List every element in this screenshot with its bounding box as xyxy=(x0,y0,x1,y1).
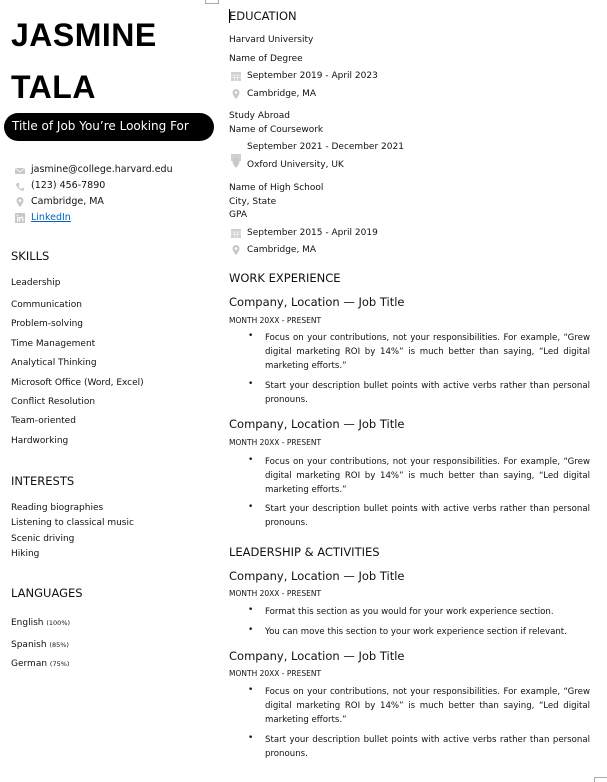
job-bullet: Start your description bullet points with active verbs rather than personal pronouns. xyxy=(265,504,590,528)
envelope-icon xyxy=(15,166,25,176)
interests-heading: INTERESTS xyxy=(11,474,75,488)
job-title: Company, Location — Job Title xyxy=(229,295,405,309)
skill-item: Communication xyxy=(11,300,82,310)
linkedin-icon xyxy=(15,213,25,223)
bullet: • xyxy=(248,685,254,695)
page-corner-mark xyxy=(594,777,607,782)
job-bullet: Start your description bullet points with active verbs rather than personal pronouns. xyxy=(265,381,590,405)
map-pin-icon xyxy=(231,89,241,99)
school-city: City, State xyxy=(229,197,277,207)
bullet: • xyxy=(248,733,254,743)
calendar-icon xyxy=(231,71,241,81)
job-bullet: Start your description bullet points with active verbs rather than personal pronouns. xyxy=(265,735,590,759)
language-item xyxy=(11,640,69,650)
language-name: Spanish xyxy=(11,640,47,650)
page-corner-mark xyxy=(205,0,219,4)
skill-item: Time Management xyxy=(11,339,96,349)
school-dates: September 2015 - April 2019 xyxy=(247,228,378,238)
school-name: Harvard University xyxy=(229,35,314,45)
job-bullet: Focus on your contributions, not your responsibilities. For example, “Grew digital marketing ROI by 14%” is much better than saying, “Led digital marketing efforts.” xyxy=(265,457,590,495)
interest-item: Reading biographies xyxy=(11,503,104,513)
job-dates: MONTH 20XX - PRESENT xyxy=(229,316,322,325)
skill-item: Analytical Thinking xyxy=(11,358,97,368)
bullet: • xyxy=(248,331,254,341)
contact-location: Cambridge, MA xyxy=(31,196,104,207)
job-title: Company, Location — Job Title xyxy=(229,417,405,431)
map-pin-icon xyxy=(15,197,25,207)
bullet: • xyxy=(248,625,254,635)
bullet: • xyxy=(248,605,254,615)
language-item xyxy=(11,618,70,628)
school-location: Cambridge, MA xyxy=(247,245,317,255)
map-pin-icon xyxy=(231,245,241,255)
bullet: • xyxy=(248,455,254,465)
job-bullet: Focus on your contributions, not your responsibilities. For example, “Grew digital marketing ROI by 14%” is much better than saying, “Led digital marketing efforts.” xyxy=(265,333,590,371)
degree: Name of Coursework xyxy=(229,125,324,135)
first-name: JASMINE xyxy=(11,17,157,53)
job-title: Company, Location — Job Title xyxy=(229,569,405,583)
contact-email[interactable]: jasmine@college.harvard.edu xyxy=(31,164,173,175)
job-title: Company, Location — Job Title xyxy=(229,649,405,663)
language-level: (85%) xyxy=(49,641,69,649)
gpa: GPA xyxy=(229,210,247,220)
language-name: English xyxy=(11,618,44,628)
skill-item: Hardworking xyxy=(11,436,69,446)
language-level: (100%) xyxy=(46,619,71,627)
degree: Name of Degree xyxy=(229,54,303,64)
last-name: TALA xyxy=(11,69,96,105)
bullet: • xyxy=(248,502,254,512)
school-dates: September 2019 - April 2023 xyxy=(247,71,378,81)
calendar-icon xyxy=(231,228,241,238)
linkedin-link[interactable]: LinkedIn xyxy=(31,212,71,223)
work-heading: WORK EXPERIENCE xyxy=(229,271,341,285)
bullet: • xyxy=(248,379,254,389)
job-title: Title of Job You’re Looking For xyxy=(12,119,189,133)
job-dates: MONTH 20XX - PRESENT xyxy=(229,438,322,447)
language-level: (75%) xyxy=(49,660,70,668)
skill-item: Problem-solving xyxy=(11,319,83,329)
school-location: Cambridge, MA xyxy=(247,89,317,99)
job-bullet: Format this section as you would for your work experience section. xyxy=(265,607,554,617)
interest-item: Hiking xyxy=(11,549,40,559)
school-name: Study Abroad xyxy=(229,111,290,121)
school-location: Oxford University, UK xyxy=(247,160,344,170)
interest-item: Listening to classical music xyxy=(11,518,134,528)
interest-item: Scenic driving xyxy=(11,534,75,544)
skill-item: Microsoft Office (Word, Excel) xyxy=(11,378,144,388)
phone-icon xyxy=(15,182,25,192)
skills-heading: SKILLS xyxy=(11,249,50,263)
job-dates: MONTH 20XX - PRESENT xyxy=(229,669,322,678)
skill-item: Leadership xyxy=(11,278,61,288)
contact-phone: (123) 456-7890 xyxy=(31,180,106,191)
school-name: Name of High School xyxy=(229,183,324,193)
skill-item: Conflict Resolution xyxy=(11,397,96,407)
languages-heading: LANGUAGES xyxy=(11,586,83,600)
language-item xyxy=(11,659,69,669)
education-heading: EDUCATION xyxy=(229,9,297,23)
leadership-heading: LEADERSHIP & ACTIVITIES xyxy=(229,545,380,559)
job-dates: MONTH 20XX - PRESENT xyxy=(229,589,322,598)
school-dates: September 2021 - December 2021 xyxy=(247,142,404,152)
skill-item: Team-oriented xyxy=(11,416,76,426)
job-bullet: Focus on your contributions, not your responsibilities. For example, “Grew digital marketing ROI by 14%” is much better than saying, “Led digital marketing efforts.” xyxy=(265,687,590,725)
job-bullet: You can move this section to your work experience section if relevant. xyxy=(265,627,567,637)
job-title-banner xyxy=(4,113,214,141)
language-name: German xyxy=(11,659,48,669)
calendar-pin-icon xyxy=(231,153,241,169)
